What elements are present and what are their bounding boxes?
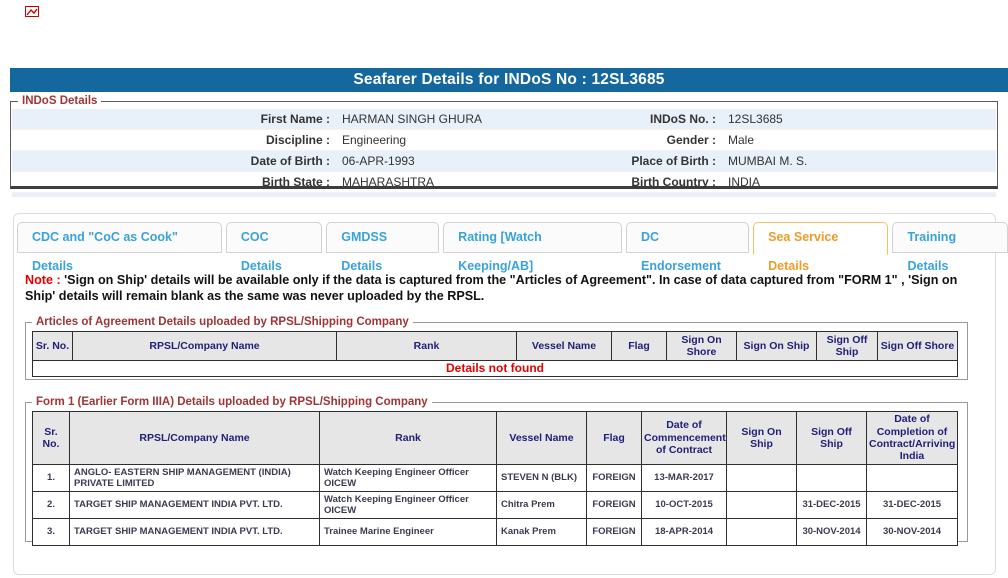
table-cell: Kanak Prem	[497, 519, 587, 546]
column-header: Sign Off Shore	[878, 332, 958, 361]
indos-row	[12, 109, 996, 130]
table-cell: 31-DEC-2015	[797, 492, 867, 519]
column-header: Date of Commencement of Contract	[642, 412, 727, 465]
table-cell: STEVEN N (BLK)	[497, 465, 587, 492]
table-cell: 13-MAR-2017	[642, 465, 727, 492]
note-body: 'Sign on Ship' details will be available only if the data is captured from the "Articles of Agreement". In case of data captured from "FORM 1" , 'Sign on Ship' details will remain blank as the same was never uploaded by the RPSL.	[25, 273, 958, 304]
form1-table-body	[33, 465, 958, 546]
table-cell: TARGET SHIP MANAGEMENT INDIA PVT. LTD.	[70, 519, 320, 546]
table-cell	[727, 492, 797, 519]
table-cell: ANGLO- EASTERN SHIP MANAGEMENT (INDIA) PRIVATE LIMITED	[70, 465, 320, 492]
tab-gmdss-details[interactable]: GMDSS Details	[326, 222, 439, 253]
page-title-bar	[10, 68, 1008, 92]
column-header: Date of Completion of Contract/Arriving India	[867, 412, 958, 465]
field-value: MAHARASHTRA	[336, 172, 598, 193]
table-cell: 18-APR-2014	[642, 519, 727, 546]
column-header: Rank	[337, 332, 517, 361]
indos-bottom-strip	[12, 193, 996, 197]
indos-row	[12, 130, 996, 151]
tab-training-details[interactable]: Training Details	[892, 222, 1008, 253]
field-label: Birth State :	[12, 172, 336, 193]
articles-header-row	[33, 332, 958, 361]
table-row	[33, 519, 958, 546]
table-cell	[797, 465, 867, 492]
form1-legend: Form 1 (Earlier Form IIIA) Details uploaded by RPSL/Shipping Company	[36, 396, 428, 408]
note-text	[25, 272, 987, 304]
tab-cdc-and-coc-as-cook-details[interactable]: CDC and "CoC as Cook" Details	[17, 222, 222, 253]
table-row	[33, 465, 958, 492]
table-cell: Watch Keeping Engineer Officer OICEW	[320, 492, 497, 519]
indos-details-table	[12, 109, 996, 193]
table-cell: Trainee Marine Engineer	[320, 519, 497, 546]
column-header: Flag	[612, 332, 667, 361]
table-cell: 30-NOV-2014	[797, 519, 867, 546]
column-header: Vessel Name	[497, 412, 587, 465]
field-value: 06-APR-1993	[336, 151, 598, 172]
table-row	[33, 492, 958, 519]
table-cell	[867, 465, 958, 492]
indos-row	[12, 172, 996, 193]
field-value: Engineering	[336, 130, 598, 151]
table-cell: 10-OCT-2015	[642, 492, 727, 519]
tab-bar	[17, 222, 1008, 273]
table-cell: FOREIGN	[587, 492, 642, 519]
tab-sea-service-details[interactable]: Sea Service Details	[753, 222, 888, 255]
field-label: First Name :	[12, 109, 336, 130]
column-header: Vessel Name	[517, 332, 612, 361]
column-header: RPSL/Company Name	[73, 332, 337, 361]
indos-table-body	[12, 109, 996, 193]
column-header: RPSL/Company Name	[70, 412, 320, 465]
column-header: Rank	[320, 412, 497, 465]
form1-table	[32, 411, 958, 546]
field-label: Date of Birth :	[12, 151, 336, 172]
table-cell: 1.	[33, 465, 70, 492]
tab-rating-watch-keeping-ab[interactable]: Rating [Watch Keeping/AB]	[443, 222, 622, 253]
field-value: 12SL3685	[722, 109, 996, 130]
table-cell: TARGET SHIP MANAGEMENT INDIA PVT. LTD.	[70, 492, 320, 519]
field-label: Gender :	[598, 130, 722, 151]
tab-dc-endorsement[interactable]: DC Endorsement	[626, 222, 749, 253]
table-cell	[727, 519, 797, 546]
articles-of-agreement-fieldset	[25, 316, 968, 380]
column-header: Flag	[587, 412, 642, 465]
table-cell: 31-DEC-2015	[867, 492, 958, 519]
table-cell: Chitra Prem	[497, 492, 587, 519]
column-header: Sign Off Ship	[817, 332, 878, 361]
details-not-found-message: Details not found	[33, 361, 958, 377]
field-value: INDIA	[722, 172, 996, 193]
column-header: Sr. No.	[33, 412, 70, 465]
indos-details-legend: INDoS Details	[22, 95, 98, 107]
table-cell: FOREIGN	[587, 465, 642, 492]
indos-details-fieldset	[10, 95, 998, 189]
column-header: Sr. No.	[33, 332, 73, 361]
field-label: Discipline :	[12, 130, 336, 151]
column-header: Sign On Ship	[727, 412, 797, 465]
table-cell: Watch Keeping Engineer Officer OICEW	[320, 465, 497, 492]
table-cell: 3.	[33, 519, 70, 546]
page-title: Seafarer Details for INDoS No : 12SL3685	[353, 71, 665, 88]
form1-header-row	[33, 412, 958, 465]
articles-legend: Articles of Agreement Details uploaded by RPSL/Shipping Company	[36, 316, 409, 328]
articles-table	[32, 331, 958, 377]
table-cell: FOREIGN	[587, 519, 642, 546]
field-label: Place of Birth :	[598, 151, 722, 172]
tab-coc-details[interactable]: COC Details	[226, 222, 322, 253]
column-header: Sign On Ship	[737, 332, 817, 361]
field-value: Male	[722, 130, 996, 151]
column-header: Sign On Shore	[667, 332, 737, 361]
note-prefix: Note :	[25, 273, 61, 287]
field-value: HARMAN SINGH GHURA	[336, 109, 598, 130]
table-cell	[727, 465, 797, 492]
form1-fieldset	[25, 396, 968, 542]
broken-image-icon	[25, 4, 39, 15]
field-label: Birth Country :	[598, 172, 722, 193]
field-label: INDoS No. :	[598, 109, 722, 130]
table-cell: 2.	[33, 492, 70, 519]
table-cell: 30-NOV-2014	[867, 519, 958, 546]
articles-empty-row	[33, 361, 958, 377]
column-header: Sign Off Ship	[797, 412, 867, 465]
indos-row	[12, 151, 996, 172]
field-value: MUMBAI M. S.	[722, 151, 996, 172]
